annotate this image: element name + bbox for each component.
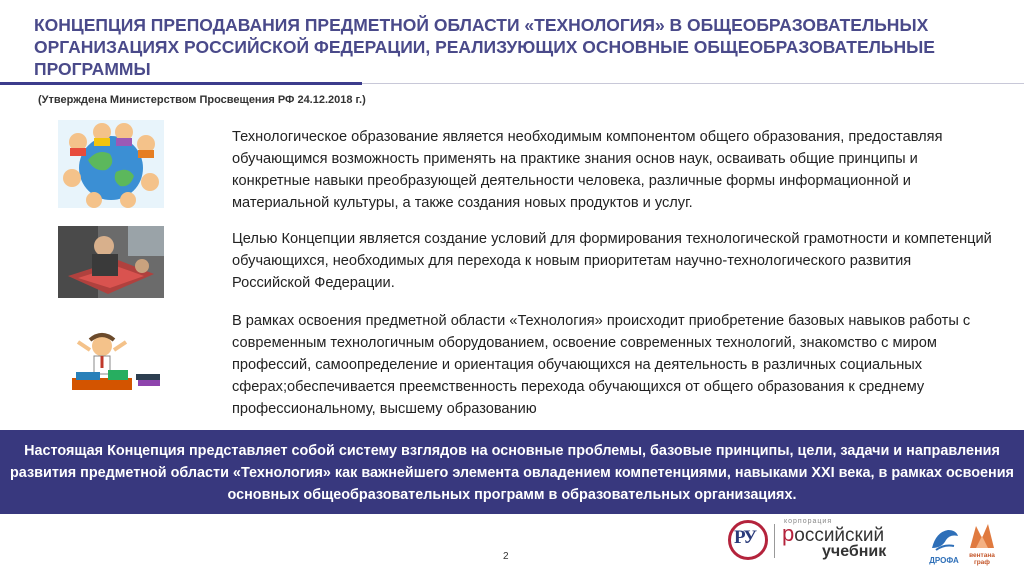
paragraph-tech-education: Технологическое образование является необходимым компонентом общего образования, предоставляя обучающимся возможность применять на практике знания основ наук, осваивать общие принципы и конкретные навыки преобразующей деятельности человека, различные формы информационной и материальной культуры, а также создания новых продуктов и услуг.: [232, 129, 943, 211]
workshop-photo: [58, 226, 164, 298]
ventana-label-line2: граф: [974, 559, 990, 566]
drofa-logo: [926, 522, 962, 566]
paragraph-concept-goal: Целью Концепции является создание условий для формирования технологической грамотности и компетенций обучающихся, необходимых для перехода к новым приоритетам научно-технологического развития Российской Федерации.: [232, 231, 992, 291]
page-title: КОНЦЕПЦИЯ ПРЕПОДАВАНИЯ ПРЕДМЕТНОЙ ОБЛАСТИ «ТЕХНОЛОГИЯ» В ОБЩЕОБРАЗОВАТЕЛЬНЫХ ОРГАНИЗАЦИЯХ РОССИЙСКОЙ ФЕДЕРАЦИИ, РЕАЛИЗУЮЩИХ ОСНОВНЫЕ ОБЩЕОБРАЗОВАТЕЛЬНЫЕ ПРОГРАММЫ: [34, 15, 935, 79]
student-books-image: [58, 332, 164, 394]
ventana-graf-logo: [966, 520, 998, 566]
logo-line2: учебник: [822, 543, 887, 560]
ru-letters: РУ: [734, 527, 756, 548]
logo-corporation-label: корпорация: [784, 518, 833, 525]
logo-divider: [774, 524, 775, 558]
title-underline-light: [362, 83, 1024, 84]
logo-line1-rest: оссийский: [794, 525, 885, 546]
paragraph-subject-area: В рамках освоения предметной области «Технология» происходит приобретение базовых навыков работы с современным технологичным оборудованием, освоение современных технологий, знакомство с миром профессий, самоопределение и ориентация обучающихся на деятельность в различных социальных сферах;обеспечивается преемственность перехода обучающихся от общего образования к среднему профессиональному, высшему образованию: [232, 313, 971, 417]
logo-line1-initial: р: [782, 521, 795, 546]
drofa-label: ДРОФА: [929, 556, 959, 565]
page-number: 2: [503, 551, 509, 562]
children-globe-image: [58, 120, 164, 208]
title-underline: [0, 82, 362, 85]
ventana-icon: [966, 520, 998, 552]
ventana-label-line1: вентана: [969, 552, 995, 559]
approval-note: (Утверждена Министерством Просвещения РФ 24.12.2018 г.): [38, 94, 366, 106]
rossiysky-uchebnik-logo: [728, 518, 914, 566]
summary-banner-text: Настоящая Концепция представляет собой систему взглядов на основные проблемы, базовые принципы, цели, задачи и направления развития предметной области «Технология» как важнейшего элемента овладением компетенциями, навыками XXI века, в рамках освоения основных общеобразовательных программ в образовательных организациях.: [10, 443, 1014, 503]
ventana-label: [966, 552, 998, 566]
drofa-bird-icon: [926, 522, 962, 556]
